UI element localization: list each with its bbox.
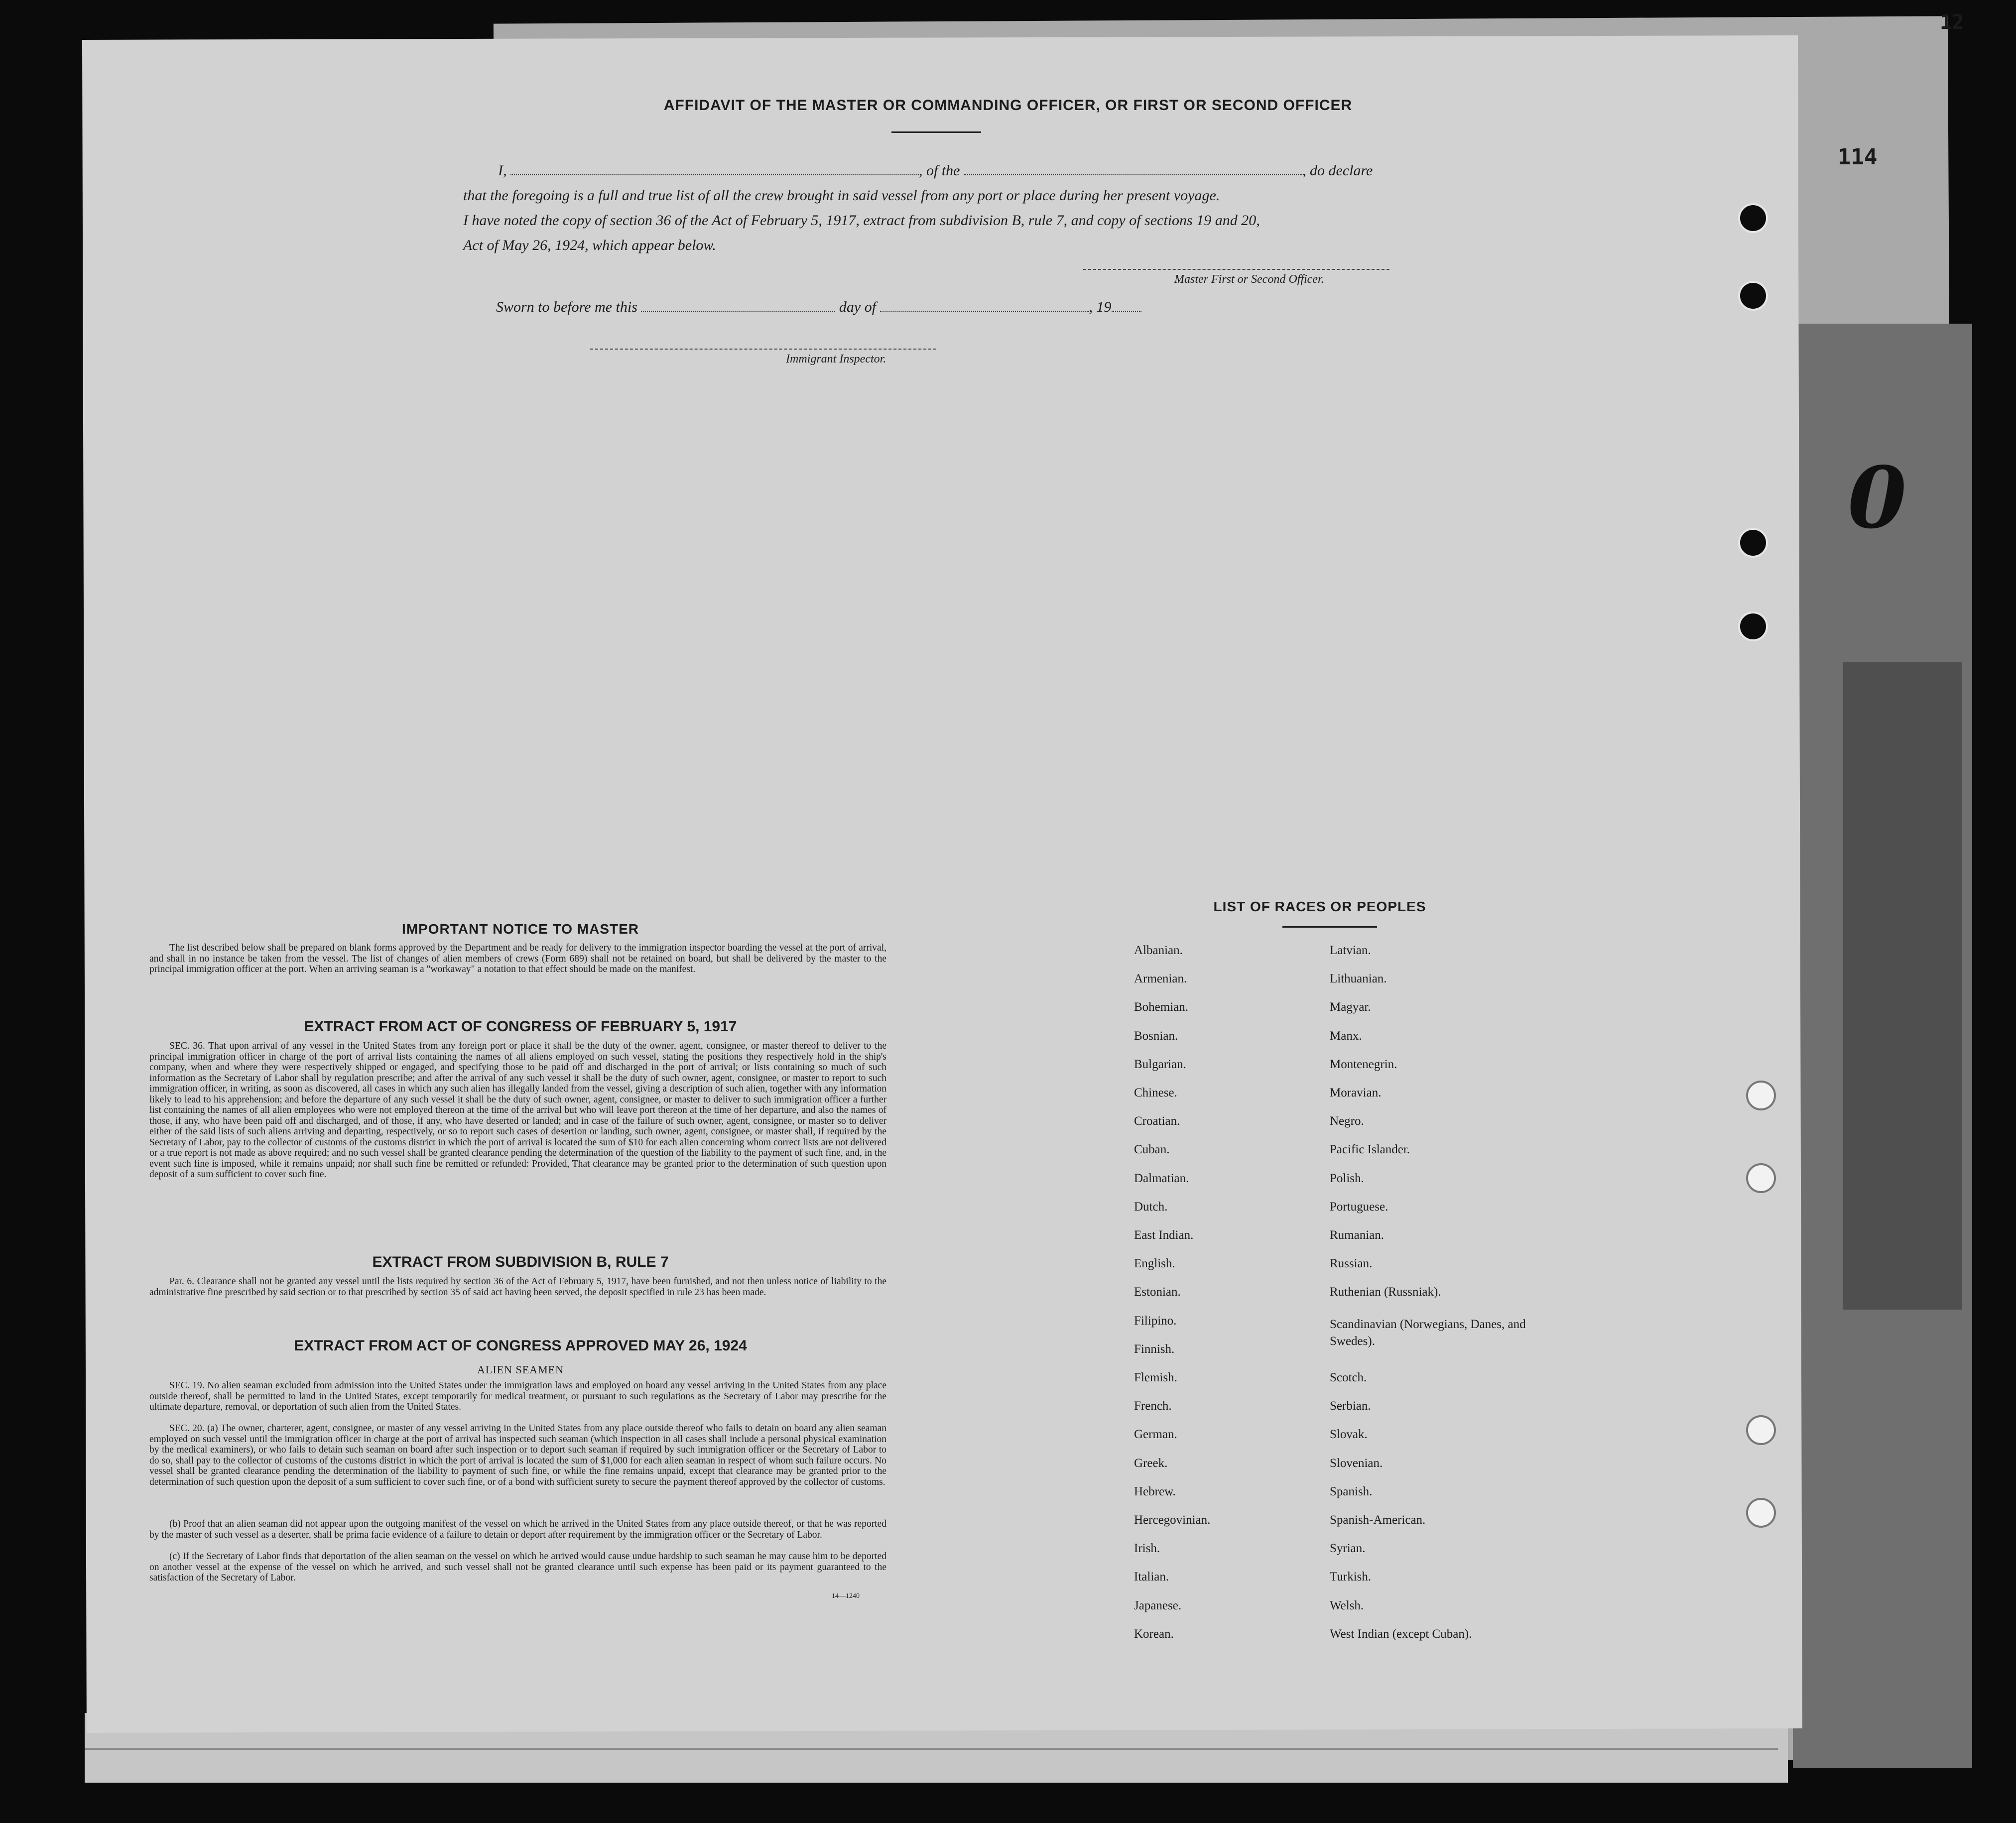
punch-hole — [1738, 528, 1768, 558]
race-item: Ruthenian (Russniak). — [1330, 1285, 1441, 1299]
race-item: Hercegovinian. — [1134, 1513, 1211, 1527]
race-item: West Indian (except Cuban). — [1330, 1627, 1472, 1641]
punch-hole — [1746, 1163, 1776, 1193]
race-item: Korean. — [1134, 1627, 1174, 1641]
race-item: Dutch. — [1134, 1200, 1168, 1214]
race-item: Negro. — [1330, 1114, 1364, 1128]
affidavit-of-the: , of the — [919, 162, 960, 179]
affidavit-line-3: I have noted the copy of section 36 of the Act of February 5, 1917, extract from subdivision B, rule 7, and copy of sections 19 and 20, — [463, 212, 1260, 229]
race-item: Dalmatian. — [1134, 1171, 1189, 1185]
race-item: Greek. — [1134, 1456, 1168, 1470]
race-item: Cuban. — [1134, 1143, 1170, 1157]
extract-1924-sec19: SEC. 19. No alien seaman excluded from admission into the United States under the immigration laws and employed on board any vessel arriving in the United States from any place outside thereof, shall be permitted to land in the United States, except temporarily for medical treatment, or pursuant to such regulations as the Secretary of Labor may prescribe for the ultimate departure, removal, or deportation of such alien from the United States. — [149, 1380, 886, 1412]
punch-hole — [1746, 1498, 1776, 1528]
name-blank — [510, 163, 919, 175]
affidavit-title: AFFIDAVIT OF THE MASTER OR COMMANDING OFFICER, OR FIRST OR SECOND OFFICER — [663, 97, 1353, 114]
race-item: Bulgarian. — [1134, 1057, 1186, 1071]
extract-1924-sec20b: (b) Proof that an alien seaman did not appear upon the outgoing manifest of the vessel on which he arrived in the United States from any place outside thereof, or that he was reported by the master of such vessel as a deserter, shall be prima facie evidence of a failure to detain or deport after requirement by the immigration officer or the Secretary of Labor. — [149, 1519, 886, 1540]
affidavit-line-1 — [463, 158, 1409, 183]
race-item: Slovenian. — [1330, 1456, 1383, 1470]
race-item: Flemish. — [1134, 1371, 1177, 1384]
race-item: Irish. — [1134, 1542, 1160, 1556]
month-blank — [880, 300, 1089, 312]
races-title: LIST OF RACES OR PEOPLES — [1213, 899, 1426, 914]
extract-1924-title: EXTRACT FROM ACT OF CONGRESS APPROVED MAY 26, 1924 — [294, 1337, 747, 1354]
race-item: Scotch. — [1330, 1371, 1367, 1384]
extract-1917-text: SEC. 36. That upon arrival of any vessel in the United States from any foreign port or place it shall be the duty of the owner, agent, consignee, or master thereof to deliver to the principal immigration officer in charge of the port of arrival lists containing the names of all aliens employed on such vessel, stating the positions they respectively hold in the ship's company, when and where they were respectively shipped or engaged, and specifying those to be paid off and discharged in the port of arrival; or lists containing so much of such information as the Secretary of Labor shall by regulation prescribe; and after the arrival of any such vessel it shall be the duty of such owner, agent, consignee, or master to report to such immigration officer, in writing, as soon as discovered, all cases in which any such alien has illegally landed from the vessel, giving a description of such alien, together with any information likely to lead to his apprehension; and before the departure of any such vessel it shall be the duty of such owner, agent, consignee, or master to deliver to such immigration officer a further list containing the names of all alien employees who were not employed thereon at the time of the arrival but who will leave port thereon at the time of her departure, and also the names of those, if any, who have been paid off and discharged, and of those, if any, who have deserted or landed; and in case of the failure of such owner, agent, consignee, or master so to deliver either of the said lists of such aliens arriving and departing, respectively, or so to report such cases of desertion or landing, such owner, agent, consignee, or master shall, if required by the Secretary of Labor, pay to the collector of customs of the customs district in which the port of arrival is located the sum of $10 for each alien concerning whom correct lists are not delivered or a true report is not made as above required; and no such vessel shall be granted clearance pending the determination of the question of the liability to the payment of such fine, and, in the event such fine is imposed, while it remains unpaid; nor shall such fine be remitted or refunded: Provided, That clearance may be granted prior to the determination of such question upon deposit of a sum sufficient to cover such fine. — [149, 1041, 886, 1180]
race-item: Spanish. — [1330, 1484, 1373, 1498]
race-item: Hebrew. — [1134, 1484, 1176, 1498]
race-item: English. — [1134, 1257, 1175, 1271]
underlying-page-rule — [85, 1748, 1778, 1750]
race-item: Magyar. — [1330, 1000, 1371, 1014]
affidavit-line-4: Act of May 26, 1924, which appear below. — [463, 237, 716, 253]
race-item: Polish. — [1330, 1171, 1364, 1185]
race-item: French. — [1134, 1399, 1172, 1413]
race-item: Russian. — [1330, 1257, 1373, 1271]
race-item: Spanish-American. — [1330, 1513, 1426, 1527]
inspector-signature-label: Immigrant Inspector. — [786, 353, 886, 365]
page-number: 114 — [1838, 144, 1878, 170]
race-item: Bosnian. — [1134, 1029, 1178, 1043]
race-item: Rumanian. — [1330, 1228, 1385, 1242]
vessel-blank — [964, 163, 1302, 175]
punch-hole — [1746, 1081, 1776, 1110]
affidavit-line-2: that the foregoing is a full and true list of all the crew brought in said vessel from any port or place during her present voyage. — [463, 187, 1220, 204]
race-item: Manx. — [1330, 1029, 1362, 1043]
background-page-edge-dark — [1843, 662, 1962, 1310]
race-item: Estonian. — [1134, 1285, 1181, 1299]
handwritten-ledger-mark: 0 — [1848, 448, 1907, 548]
sworn-line — [496, 299, 1141, 316]
races-title-rule — [1282, 926, 1377, 928]
race-item: Latvian. — [1330, 944, 1371, 957]
race-item: Chinese. — [1134, 1086, 1177, 1099]
sworn-text: Sworn to before me this — [496, 299, 637, 315]
race-item: Welsh. — [1330, 1598, 1364, 1612]
race-item: Finnish. — [1134, 1342, 1175, 1356]
race-item: Slovak. — [1330, 1428, 1368, 1442]
notice-text: The list described below shall be prepared on blank forms approved by the Department and be ready for delivery to the immigration inspector boarding the vessel at the port of arrival, and shall in no instance be taken from the vessel. The list of changes of alien members of crews (Form 689) shall not be retained on board, but shall be delivered by the master to the principal immigration officer at the port. When an arriving seaman is a "workaway" a notation to that effect should be made on the manifest. — [149, 943, 886, 974]
day-blank — [641, 300, 835, 312]
race-item: Filipino. — [1134, 1314, 1177, 1328]
race-item: Albanian. — [1134, 944, 1183, 957]
master-signature-line — [1083, 269, 1389, 270]
race-item: Pacific Islander. — [1330, 1143, 1410, 1157]
extract-1924-sec20c: (c) If the Secretary of Labor finds that deportation of the alien seaman on the vessel on which he arrived would cause undue hardship to such seaman he may cause him to be deported on another vessel at the expense of the vessel on which he arrived, and such vessel shall not be granted clearance until such expense has been paid or its payment guaranteed to the satisfaction of the Secretary of Labor. — [149, 1551, 886, 1583]
extract-rule7-text: Par. 6. Clearance shall not be granted any vessel until the lists required by section 36 of the Act of February 5, 1917, have been furnished, and not then unless notice of liability to the administrative fine prescribed by said section or to that prescribed by section 35 of said act having been served, the deposit specified in rule 23 has been made. — [149, 1276, 886, 1298]
master-signature-label: Master First or Second Officer. — [1174, 273, 1324, 286]
year-prefix: , 19 — [1089, 299, 1112, 315]
race-item: Montenegrin. — [1330, 1057, 1397, 1071]
affidavit-declare: , do declare — [1302, 162, 1373, 179]
form-number: 14—1240 — [832, 1592, 860, 1600]
punch-hole — [1746, 1415, 1776, 1445]
extract-1917-title: EXTRACT FROM ACT OF CONGRESS OF FEBRUARY 5, 1917 — [304, 1018, 737, 1035]
race-item: Lithuanian. — [1330, 972, 1387, 986]
race-item: German. — [1134, 1428, 1177, 1442]
affidavit-i: I, — [498, 162, 507, 179]
notice-title: IMPORTANT NOTICE TO MASTER — [401, 921, 639, 937]
affidavit-body — [463, 158, 1409, 258]
race-item: Syrian. — [1330, 1542, 1366, 1556]
race-item: Japanese. — [1134, 1598, 1182, 1612]
race-item: Serbian. — [1330, 1399, 1371, 1413]
race-item: Scandinavian (Norwegians, Danes, and Swedes). — [1330, 1317, 1526, 1348]
punch-hole — [1738, 203, 1768, 233]
race-item: Moravian. — [1330, 1086, 1382, 1099]
punch-hole — [1738, 281, 1768, 311]
title-rule — [891, 131, 981, 133]
race-item: Armenian. — [1134, 972, 1187, 986]
race-item: Croatian. — [1134, 1114, 1180, 1128]
race-item: Bohemian. — [1134, 1000, 1189, 1014]
corner-annotation: 12 — [1940, 11, 1964, 34]
day-of-text: day of — [839, 299, 877, 315]
punch-hole — [1738, 611, 1768, 641]
year-blank — [1112, 300, 1141, 312]
inspector-signature-line — [590, 349, 936, 350]
race-item: Italian. — [1134, 1570, 1169, 1584]
extract-rule7-title: EXTRACT FROM SUBDIVISION B, RULE 7 — [372, 1254, 669, 1270]
race-item: East Indian. — [1134, 1228, 1194, 1242]
extract-1924-sec20a: SEC. 20. (a) The owner, charterer, agent, consignee, or master of any vessel arriving in the United States from any place outside thereof who fails to detain on board any alien seaman employed on such vessel until the immigration officer in charge at the port of arrival has inspected such seaman (which inspection in all cases shall include a personal physical examination by the medical examiners), or who fails to detain such seaman on board after such inspection or to deport such seaman if required by such immigration officer or the Secretary of Labor to do so, shall pay to the collector of customs of the customs district in which the port of arrival is located the sum of $1,000 for each alien seaman in respect of whom such failure occurs. No vessel shall be granted clearance pending the determination of the liability to payment of such fine, or while the fine remains unpaid, except that clearance may be granted prior to the determination of such question upon the deposit of a sum sufficient to cover such fine, or of a bond with sufficient surety to secure the payment thereof approved by the collector of customs. — [149, 1423, 886, 1487]
race-item: Turkish. — [1330, 1570, 1372, 1584]
race-item: Portuguese. — [1330, 1200, 1388, 1214]
alien-seamen-subtitle: ALIEN SEAMEN — [477, 1363, 564, 1376]
